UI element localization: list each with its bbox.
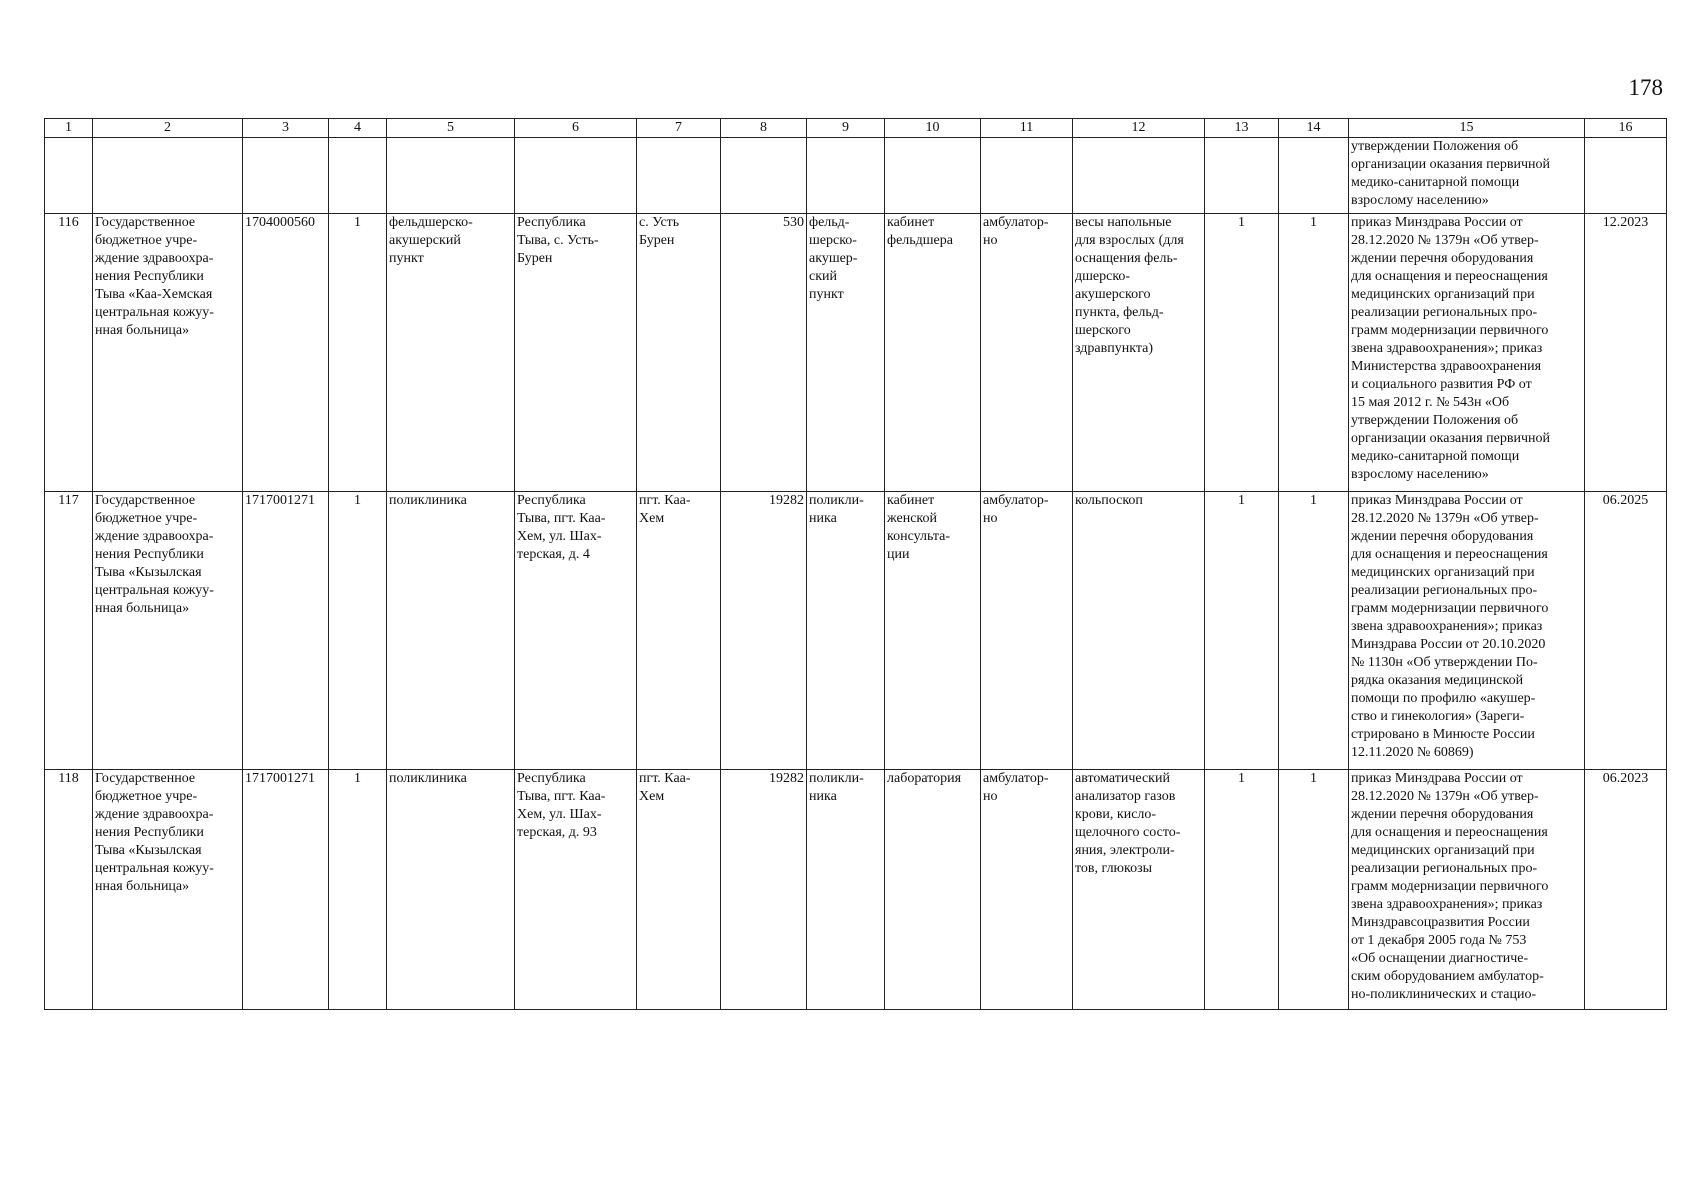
empty-cell xyxy=(1279,138,1349,214)
empty-cell xyxy=(807,138,885,214)
continuation-row xyxy=(45,138,1667,214)
quantity-cell: 1 xyxy=(1205,214,1279,492)
empty-cell xyxy=(93,138,243,214)
empty-cell xyxy=(45,138,93,214)
legal-basis-cell: приказ Минздрава России от 28.12.2020 № 1379н «Об утвер- ждении перечня оборудования для оснащения и переоснащения медицинских организаций при реализации региональных про- грамм модернизации первичного звена здравоохранения»; приказ Минздрава России от 20.10.2020 № 1130н «Об утверждении По- рядка оказания медицинской помощи по профилю «акушер- ство и гинекология» (Зареги- стрировано в Минюсте России 12.11.2020 № 60869) xyxy=(1349,492,1585,770)
organization-name: Государственное бюджетное учре- ждение здравоохра- нения Республики Тыва «Каа-Хемская центральная кожуу- нная больница» xyxy=(93,214,243,492)
address: Республика Тыва, пгт. Каа- Хем, ул. Шах- терская, д. 93 xyxy=(515,770,637,1010)
column-number: 1 xyxy=(45,119,93,138)
column-number: 12 xyxy=(1073,119,1205,138)
quantity-cell: 1 xyxy=(1279,492,1349,770)
unit-type: фельд- шерско- акушер- ский пункт xyxy=(807,214,885,492)
column-number-row xyxy=(45,119,1667,138)
count-cell: 1 xyxy=(329,770,387,1010)
column-number: 15 xyxy=(1349,119,1585,138)
address: Республика Тыва, пгт. Каа- Хем, ул. Шах- терская, д. 4 xyxy=(515,492,637,770)
column-number: 6 xyxy=(515,119,637,138)
organization-code: 1717001271 xyxy=(243,770,329,1010)
empty-cell xyxy=(515,138,637,214)
empty-cell xyxy=(885,138,981,214)
facility-type: фельдшерско- акушерский пункт xyxy=(387,214,515,492)
column-number: 10 xyxy=(885,119,981,138)
empty-cell xyxy=(1205,138,1279,214)
deadline: 06.2023 xyxy=(1585,770,1667,1010)
column-number: 7 xyxy=(637,119,721,138)
count-cell: 1 xyxy=(329,492,387,770)
department: кабинет фельдшера xyxy=(885,214,981,492)
column-number: 8 xyxy=(721,119,807,138)
department: кабинет женской консульта- ции xyxy=(885,492,981,770)
empty-cell xyxy=(243,138,329,214)
organization-name: Государственное бюджетное учре- ждение здравоохра- нения Республики Тыва «Кызылская центральная кожуу- нная больница» xyxy=(93,770,243,1010)
row-number: 116 xyxy=(45,214,93,492)
locality: с. Усть Бурен xyxy=(637,214,721,492)
column-number: 11 xyxy=(981,119,1073,138)
count-cell: 1 xyxy=(329,214,387,492)
population: 19282 xyxy=(721,770,807,1010)
legal-basis-cell: приказ Минздрава России от 28.12.2020 № 1379н «Об утвер- ждении перечня оборудования для оснащения и переоснащения медицинских организаций при реализации региональных про- грамм модернизации первичного звена здравоохранения»; приказ Минздравсоцразвития России от 1 декабря 2005 года № 753 «Об оснащении диагностиче- ским оборудованием амбулатор- но-поликлинических и стацио- xyxy=(1349,770,1585,1010)
column-number: 13 xyxy=(1205,119,1279,138)
facility-type: поликлиника xyxy=(387,770,515,1010)
locality: пгт. Каа- Хем xyxy=(637,492,721,770)
care-mode: амбулатор- но xyxy=(981,770,1073,1010)
table-row xyxy=(45,492,1667,770)
population: 530 xyxy=(721,214,807,492)
empty-cell xyxy=(981,138,1073,214)
column-number: 3 xyxy=(243,119,329,138)
column-number: 4 xyxy=(329,119,387,138)
quantity-cell: 1 xyxy=(1279,214,1349,492)
care-mode: амбулатор- но xyxy=(981,492,1073,770)
unit-type: поликли- ника xyxy=(807,770,885,1010)
department: лаборатория xyxy=(885,770,981,1010)
care-mode: амбулатор- но xyxy=(981,214,1073,492)
row-number: 118 xyxy=(45,770,93,1010)
population: 19282 xyxy=(721,492,807,770)
deadline: 06.2025 xyxy=(1585,492,1667,770)
column-number: 5 xyxy=(387,119,515,138)
address: Республика Тыва, с. Усть- Бурен xyxy=(515,214,637,492)
page-number: 178 xyxy=(1628,75,1663,100)
legal-basis-cell: приказ Минздрава России от 28.12.2020 № 1379н «Об утвер- ждении перечня оборудования для оснащения и переоснащения медицинских организаций при реализации региональных про- грамм модернизации первичного звена здравоохранения»; приказ Министерства здравоохранения и социального развития РФ от 15 мая 2012 г. № 543н «Об утверждении Положения об организации оказания первичной медико-санитарной помощи взрослому населению» xyxy=(1349,214,1585,492)
quantity-cell: 1 xyxy=(1205,492,1279,770)
row-number: 117 xyxy=(45,492,93,770)
empty-cell xyxy=(329,138,387,214)
quantity-cell: 1 xyxy=(1205,770,1279,1010)
equipment-table xyxy=(44,118,1667,1010)
facility-type: поликлиника xyxy=(387,492,515,770)
equipment-name: автоматический анализатор газов крови, кисло- щелочного состо- яния, электроли- тов, глюкозы xyxy=(1073,770,1205,1010)
empty-cell xyxy=(1073,138,1205,214)
organization-code: 1717001271 xyxy=(243,492,329,770)
empty-cell xyxy=(637,138,721,214)
empty-cell xyxy=(721,138,807,214)
table-row xyxy=(45,214,1667,492)
deadline: 12.2023 xyxy=(1585,214,1667,492)
column-number: 9 xyxy=(807,119,885,138)
organization-name: Государственное бюджетное учре- ждение здравоохра- нения Республики Тыва «Кызылская центральная кожуу- нная больница» xyxy=(93,492,243,770)
organization-code: 1704000560 xyxy=(243,214,329,492)
quantity-cell: 1 xyxy=(1279,770,1349,1010)
legal-basis-cell: утверждении Положения об организации оказания первичной медико-санитарной помощи взрослому населению» xyxy=(1349,138,1585,214)
column-number: 16 xyxy=(1585,119,1667,138)
equipment-name: кольпоскоп xyxy=(1073,492,1205,770)
empty-cell xyxy=(1585,138,1667,214)
unit-type: поликли- ника xyxy=(807,492,885,770)
equipment-name: весы напольные для взрослых (для оснащения фель- дшерско- акушерского пункта, фельд- шерского здравпункта) xyxy=(1073,214,1205,492)
column-number: 14 xyxy=(1279,119,1349,138)
empty-cell xyxy=(387,138,515,214)
table-row xyxy=(45,770,1667,1010)
locality: пгт. Каа- Хем xyxy=(637,770,721,1010)
column-number: 2 xyxy=(93,119,243,138)
